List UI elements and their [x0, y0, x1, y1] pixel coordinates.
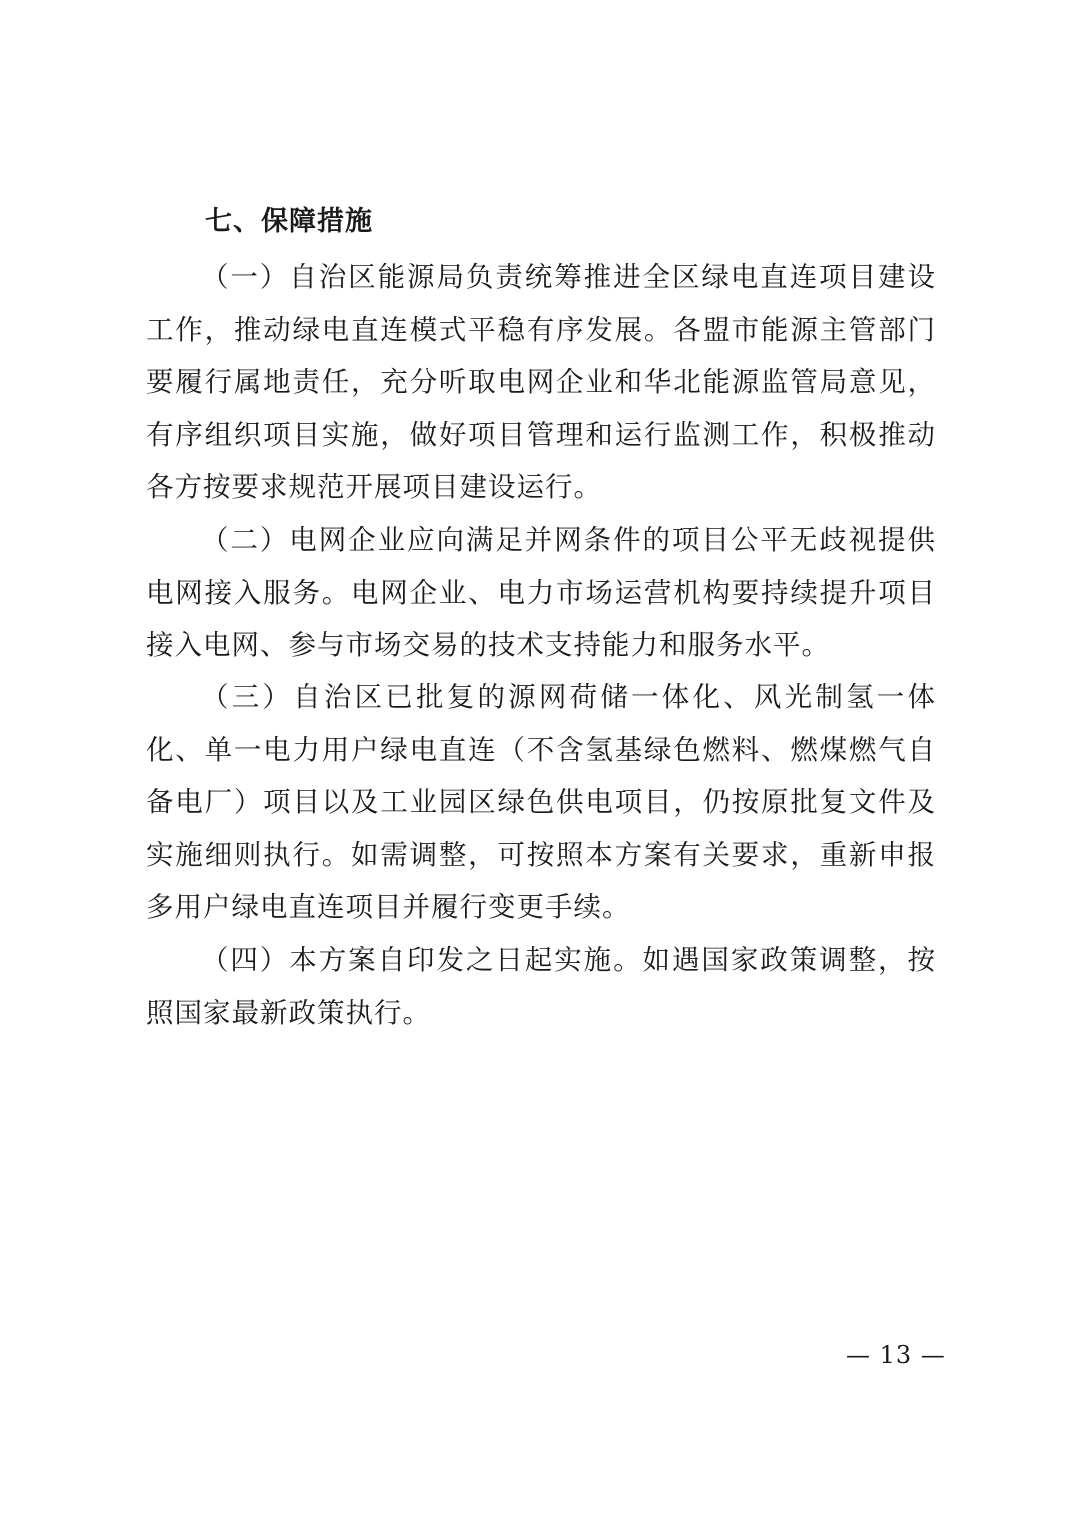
- paragraph-1: （一）自治区能源局负责统筹推进全区绿电直连项目建设工作，推动绿电直连模式平稳有序发展。各盟市能源主管部门要履行属地责任，充分听取电网企业和华北能源监管局意见，有序组织项目实施，做好项目管理和运行监测工作，积极推动各方按要求规范开展项目建设运行。: [146, 261, 936, 503]
- section-heading: 七、保障措施: [205, 206, 373, 237]
- paragraph-4: （四）本方案自印发之日起实施。如遇国家政策调整，按照国家最新政策执行。: [146, 944, 936, 1029]
- paragraph-2: （二）电网企业应向满足并网条件的项目公平无歧视提供电网接入服务。电网企业、电力市场运营机构要持续提升项目接入电网、参与市场交易的技术支持能力和服务水平。: [146, 524, 936, 661]
- paragraph-3: （三）自治区已批复的源网荷储一体化、风光制氢一体化、单一电力用户绿电直连（不含氢基绿色燃料、燃煤燃气自备电厂）项目以及工业园区绿色供电项目，仍按原批复文件及实施细则执行。如需调整，可按照本方案有关要求，重新申报多用户绿电直连项目并履行变更手续。: [146, 681, 936, 923]
- page-number: — 13 —: [846, 1341, 946, 1369]
